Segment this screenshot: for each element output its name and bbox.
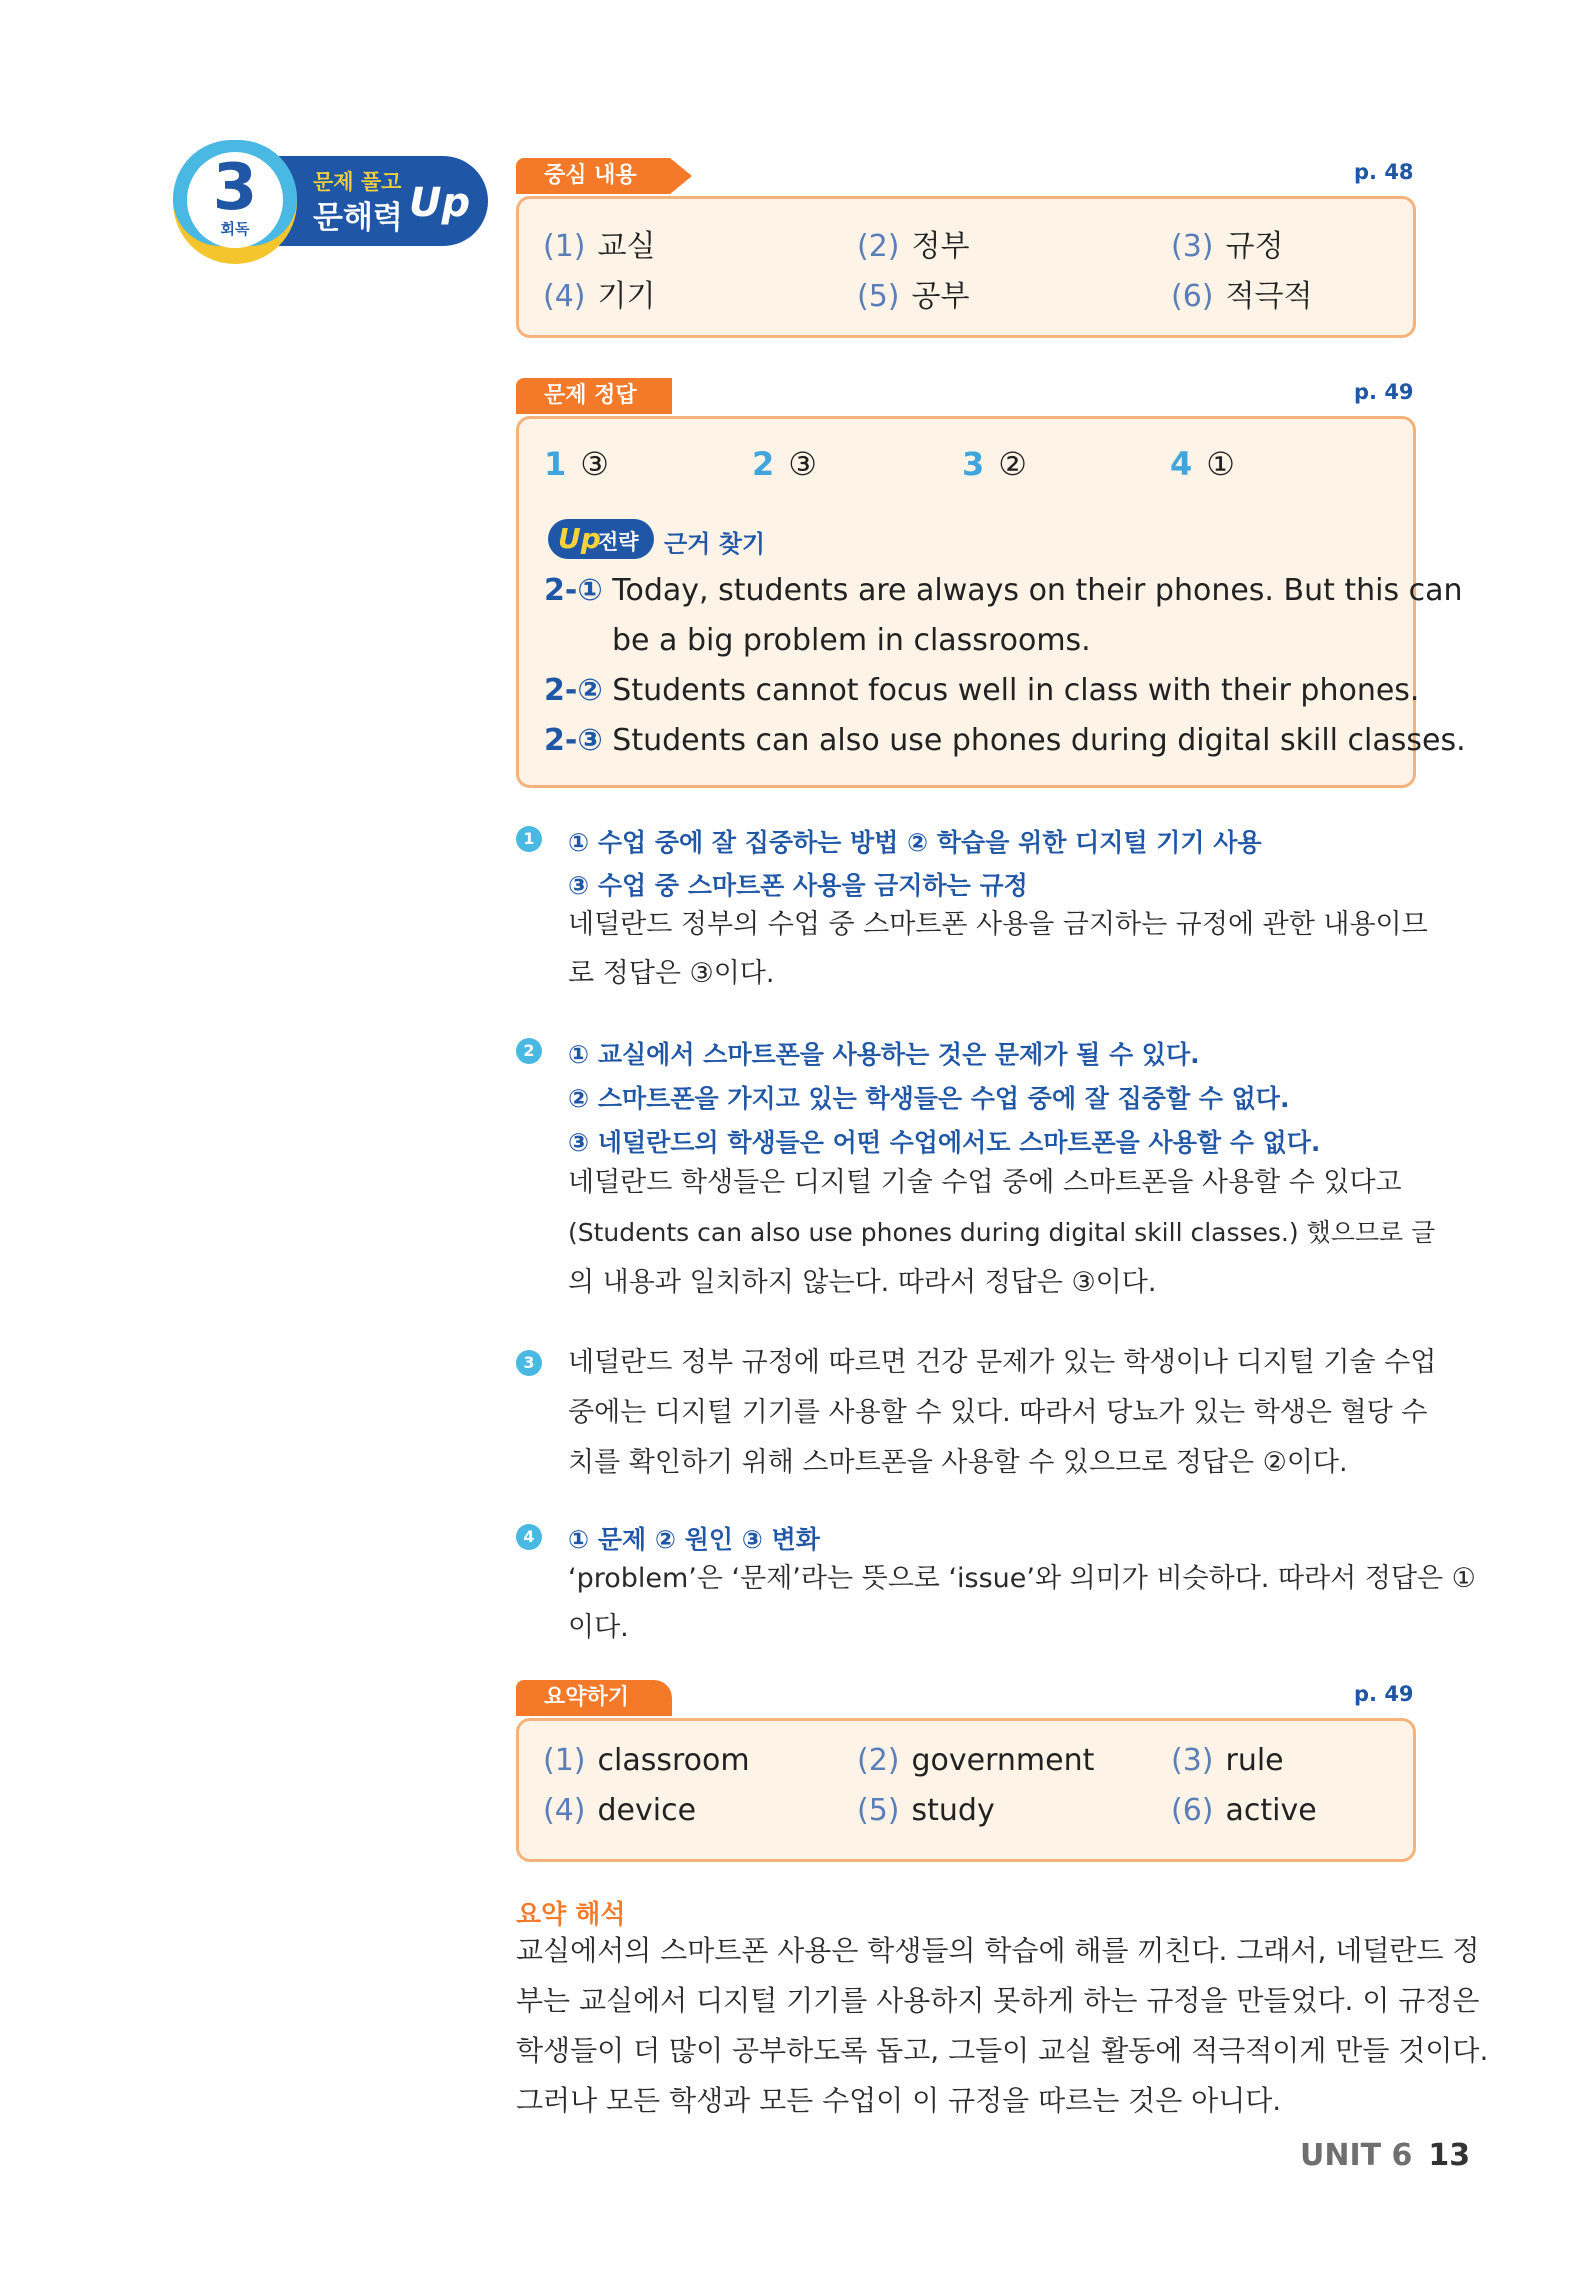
answer-item: 1 ③ — [544, 445, 609, 483]
explanation-number-4: 4 — [516, 1524, 542, 1550]
translation-line: 그러나 모든 학생과 모든 수업이 이 규정을 따르는 것은 아니다. — [516, 2084, 1282, 2117]
core-item: (6) 적극적 — [1171, 279, 1313, 314]
evidence-line: 2-③ Students can also use phones during digital skill classes. — [544, 723, 1466, 758]
explanation-text: 로 정답은 ③이다. — [568, 958, 775, 989]
answer-item: 2 ③ — [752, 445, 817, 483]
strategy-label: 근거 찾기 — [664, 530, 766, 558]
explanation-option: ① 수업 중에 잘 집중하는 방법 ② 학습을 위한 디지털 기기 사용 — [568, 828, 1262, 857]
explanation-text: 중에는 디지털 기기를 사용할 수 있다. 따라서 당뇨가 있는 학생은 혈당 수 — [568, 1397, 1428, 1428]
explanation-text: 의 내용과 일치하지 않는다. 따라서 정답은 ③이다. — [568, 1267, 1157, 1298]
core-item: (2) 정부 — [857, 229, 970, 264]
badge-line2: 문해력 — [313, 200, 403, 236]
explanation-text: (Students can also use phones during digital skill classes.) 했으므로 글 — [568, 1218, 1436, 1247]
translation-text — [516, 1926, 1488, 2126]
translation-title: 요약 해석 — [516, 1900, 626, 1930]
answer-item: 3 ② — [962, 445, 1027, 483]
strategy-chip — [548, 519, 654, 559]
core-item: (5) 공부 — [857, 279, 970, 314]
core-item: (4) 기기 — [543, 279, 656, 314]
explanation-text: 네덜란드 학생들은 디지털 기술 수업 중에 스마트폰을 사용할 수 있다고 — [568, 1167, 1402, 1198]
explanation-text: 네덜란드 정부의 수업 중 스마트폰 사용을 금지하는 규정에 관한 내용이므 — [568, 909, 1428, 940]
explanation-option: ③ 수업 중 스마트폰 사용을 금지하는 규정 — [568, 871, 1028, 900]
core-item: (3) 규정 — [1171, 229, 1284, 264]
summary-title-tag: 요약하기 — [516, 1680, 672, 1716]
round-badge — [173, 140, 488, 264]
explanation-text: 이다. — [568, 1612, 629, 1643]
unit-label: UNIT 6 — [1300, 2138, 1413, 2173]
translation-line: 교실에서의 스마트폰 사용은 학생들의 학습에 해를 끼친다. 그래서, 네덜란드 정 — [516, 1934, 1480, 1967]
explanation-number-3: 3 — [516, 1350, 542, 1376]
summary-item: (4) device — [543, 1793, 697, 1828]
explanation-number-1: 1 — [516, 826, 542, 852]
core-page-ref: p. 48 — [1354, 160, 1414, 184]
summary-page-ref: p. 49 — [1354, 1682, 1414, 1706]
page-number: 13 — [1428, 2138, 1471, 2173]
summary-item: (2) government — [857, 1743, 1095, 1778]
summary-item: (3) rule — [1171, 1743, 1284, 1778]
explanation-option: ① 교실에서 스마트폰을 사용하는 것은 문제가 될 수 있다. — [568, 1040, 1200, 1069]
explanation-number-2: 2 — [516, 1038, 542, 1064]
badge-up-arrow-icon: Up — [409, 180, 471, 226]
translation-line: 부는 교실에서 디지털 기기를 사용하지 못하게 하는 규정을 만들었다. 이 규정은 — [516, 1984, 1480, 2017]
explanation-text: ‘problem’은 ‘문제’라는 뜻으로 ‘issue’와 의미가 비슷하다. 따라서 정답은 ① — [568, 1563, 1476, 1594]
summary-item: (5) study — [857, 1793, 995, 1828]
summary-box — [516, 1718, 1416, 1862]
explanation-option: ① 문제 ② 원인 ③ 변화 — [568, 1525, 820, 1554]
translation-line: 학생들이 더 많이 공부하도록 돕고, 그들이 교실 활동에 적극적이게 만들 것이다. — [516, 2034, 1489, 2067]
page-footer — [1300, 2138, 1470, 2173]
answers-title-tag: 문제 정답 — [516, 378, 672, 414]
evidence-line: 2-② Students cannot focus well in class with their phones. — [544, 673, 1420, 708]
explanation-text: 치를 확인하기 위해 스마트폰을 사용할 수 있으므로 정답은 ②이다. — [568, 1447, 1348, 1478]
badge-line1: 문제 풀고 — [313, 170, 402, 194]
answer-item: 4 ① — [1170, 445, 1235, 483]
core-title-tag: 중심 내용 — [516, 158, 670, 194]
core-item: (1) 교실 — [543, 229, 656, 264]
evidence-line: 2-① Today, students are always on their phones. But this can — [544, 573, 1463, 608]
explanation-option: ③ 네덜란드의 학생들은 어떤 수업에서도 스마트폰을 사용할 수 없다. — [568, 1128, 1321, 1157]
up-arrow-icon: Up — [558, 522, 601, 555]
explanation-text: 네덜란드 정부 규정에 따르면 건강 문제가 있는 학생이나 디지털 기술 수업 — [568, 1347, 1437, 1378]
badge-number: 3 — [212, 151, 258, 225]
summary-item: (6) active — [1171, 1793, 1317, 1828]
answers-page-ref: p. 49 — [1354, 380, 1414, 404]
strategy-tag: 전략 — [598, 530, 639, 554]
core-box — [516, 196, 1416, 338]
summary-item: (1) classroom — [543, 1743, 750, 1778]
evidence-line: be a big problem in classrooms. — [612, 623, 1091, 658]
badge-sub: 회독 — [220, 220, 250, 238]
explanation-option: ② 스마트폰을 가지고 있는 학생들은 수업 중에 잘 집중할 수 없다. — [568, 1084, 1290, 1113]
